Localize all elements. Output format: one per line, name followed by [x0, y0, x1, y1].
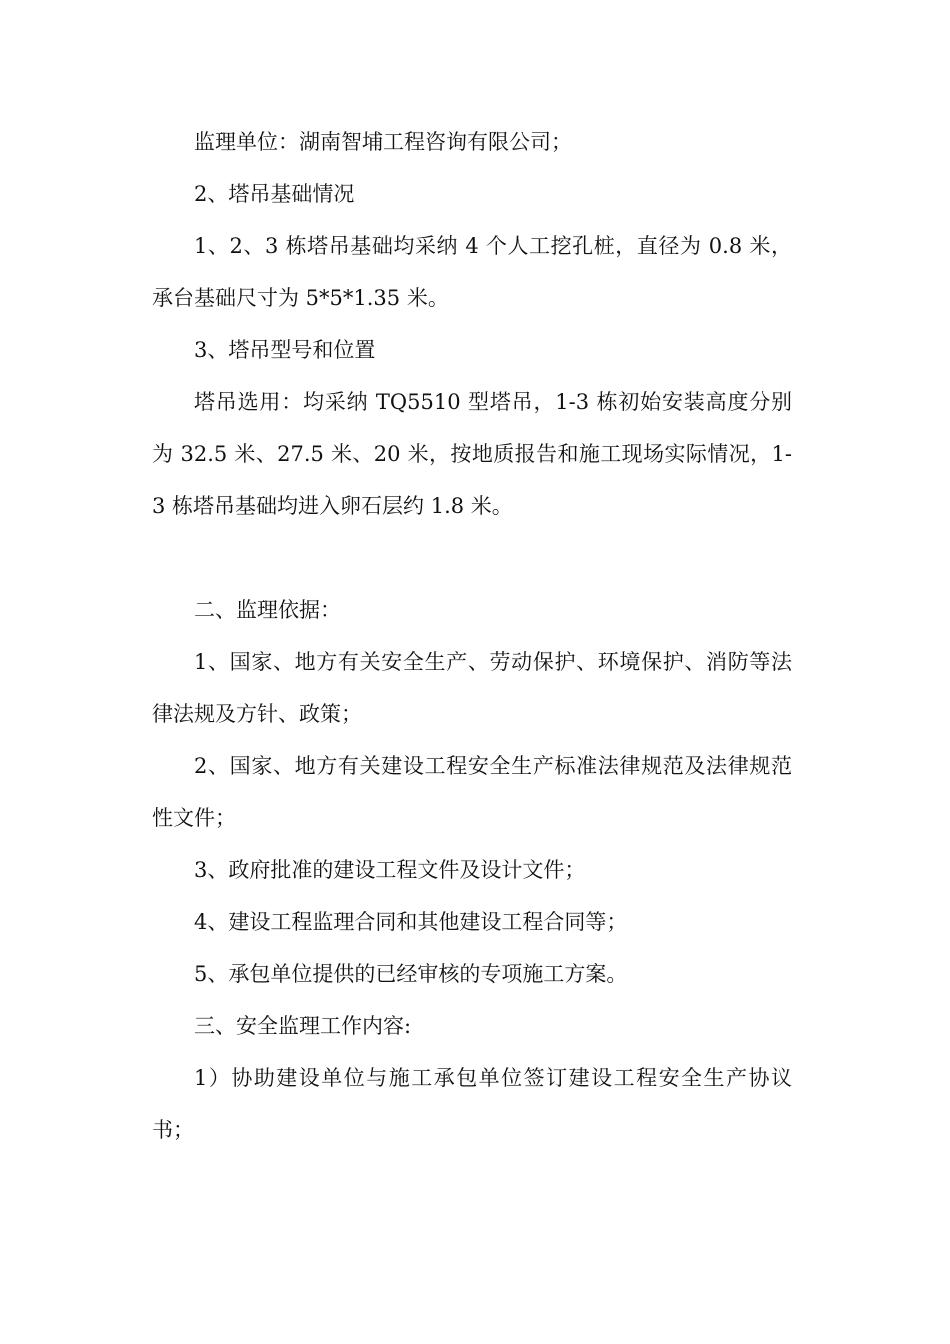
section-heading-work-content: 三、安全监理工作内容: [194, 1014, 412, 1038]
section-heading-basis: 二、监理依据： [194, 598, 341, 622]
heading-tower-crane-model: 3、塔吊型号和位置 [194, 338, 376, 362]
tower-crane-selection: 塔吊选用：均采纳 TQ5510 型塔吊，1-3 栋初始安装高度分别为 32.5 米、27.5 米、20 米，按地质报告和施工现场实际情况，1-3 栋塔吊基础均进入卵石层约 1.8 米。 [152, 390, 792, 518]
basis-item-4: 4、建设工程监理合同和其他建设工程合同等； [194, 910, 628, 934]
basis-item-3: 3、政府批准的建设工程文件及设计文件； [194, 858, 586, 882]
basis-item-5: 5、承包单位提供的已经审核的专项施工方案。 [194, 962, 628, 986]
foundation-description: 1、2、3 栋塔吊基础均采纳 4 个人工挖孔桩，直径为 0.8 米，承台基础尺寸为 5*5*1.35 米。 [152, 234, 792, 310]
heading-tower-crane-foundation: 2、塔吊基础情况 [194, 182, 355, 206]
supervision-unit-line: 监理单位：湖南智埔工程咨询有限公司； [194, 130, 572, 154]
blank-line [152, 532, 792, 584]
work-content-item-1: 1）协助建设单位与施工承包单位签订建设工程安全生产协议书； [152, 1066, 792, 1142]
document-body [152, 116, 792, 1156]
basis-item-2: 2、国家、地方有关建设工程安全生产标准法律规范及法律规范性文件； [152, 754, 792, 830]
basis-item-1: 1、国家、地方有关安全生产、劳动保护、环境保护、消防等法律法规及方针、政策； [152, 650, 792, 726]
